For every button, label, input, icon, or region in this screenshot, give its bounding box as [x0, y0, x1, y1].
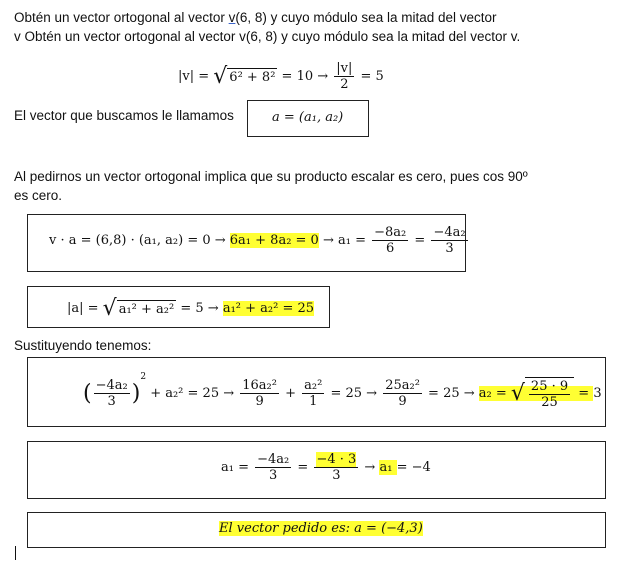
module-a-box: [27, 286, 330, 328]
vector-name-text: El vector que buscamos le llamamos: [14, 108, 234, 123]
substitution-equation: ( $\frac{\text{−4a₂}}{3}$ )$^2$ + a₂² = 25 → $\frac{\text{16a₂²}}{9}$ + $\frac{\text{a₂²}}{1}$ = 25 → $\frac{\text{25a₂²}}{9}$ = 25 → a₂ = √ $\frac{25 \cdot 9}{25}$ = 3: [83, 372, 602, 410]
module-a-equation: |a| = √ a₁² + a₂² = 5 → a₁² + a₂² = 25: [67, 296, 315, 321]
dot-product-equation: v · a = (6,8) · (a₁, a₂) = 0 → 6a₁ + 8a₂ = 0 → a₁ = $\frac{\text{−8a₂}}{6}$ = $\frac{\text{−4a₂}}{3}$: [49, 225, 466, 256]
highlight-module-condition: a₁² + a₂² = 25: [222, 301, 315, 316]
modulus-equation: |v| = √ 6² + 8² = 10 → $\frac{|v|}{2}$ = 5: [178, 61, 384, 92]
orthogonal-line-1: Al pedirnos un vector ortogonal implica que su producto escalar es cero, pues cos 90º: [14, 169, 528, 184]
final-result: El vector pedido es: a = (−4,3): [219, 521, 423, 536]
dot-product-box: [27, 214, 466, 272]
orthogonal-line-2: es cero.: [14, 188, 63, 203]
final-result-box: [27, 512, 606, 548]
highlight-a1-result: a₁: [379, 460, 397, 475]
text-cursor: [15, 546, 16, 560]
vector-a-formula: a = (a₁, a₂): [272, 110, 344, 125]
substitution-box: [27, 357, 606, 427]
intro-line-1: Obtén un vector ortogonal al vector v(6, 8) y cuyo módulo sea la mitad del vector: [14, 10, 497, 25]
a1-box: [27, 441, 606, 499]
a1-equation: a₁ = $\frac{\text{−4a₂}}{3}$ = $\frac{-4 \cdot 3}{3}$ → a₁ = −4: [221, 452, 431, 483]
highlight-orthogonal-condition: 6a₁ + 8a₂ = 0: [229, 233, 319, 248]
highlight-a2-result: a₂ = √ $\frac{25 \cdot 9}{25}$ =: [478, 379, 594, 410]
substituting-label: Sustituyendo tenemos:: [14, 338, 152, 353]
highlight-substitution: −4 · 3: [316, 452, 357, 467]
intro-line-2: v Obtén un vector ortogonal al vector v(6, 8) y cuyo módulo sea la mitad del vector v.: [14, 29, 521, 44]
vector-v-link: v: [228, 10, 236, 25]
vector-name-box: [247, 100, 369, 137]
